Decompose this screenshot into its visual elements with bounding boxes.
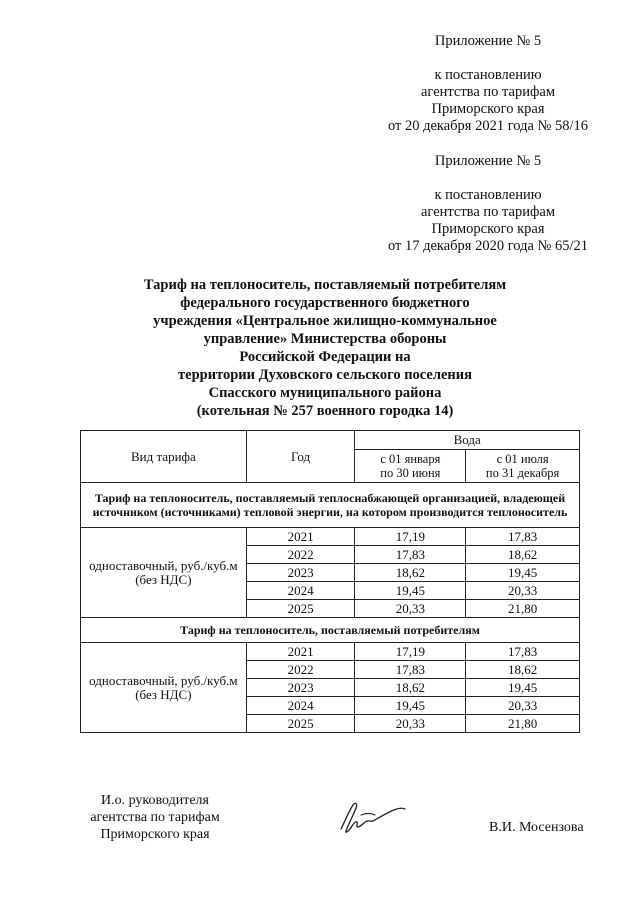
value-h1: 17,83 bbox=[355, 661, 466, 679]
tariff-type-label: одноставочный, руб./куб.м bbox=[89, 672, 238, 688]
year-cell: 2023 bbox=[246, 679, 355, 697]
title-line: Российской Федерации на bbox=[239, 349, 411, 365]
appendix-previous bbox=[378, 153, 598, 255]
value-h2: 19,45 bbox=[466, 564, 580, 582]
appendix-line: Приморского края bbox=[431, 101, 545, 117]
document-title bbox=[110, 276, 540, 420]
appendix-line: Приморского края bbox=[431, 221, 545, 237]
title-line: территории Духовского сельского поселения bbox=[178, 367, 472, 383]
appendix-line: от 20 декабря 2021 года № 58/16 bbox=[387, 118, 589, 134]
header-period-2 bbox=[466, 450, 580, 483]
position-line: И.о. руководителя bbox=[100, 793, 209, 808]
value-h2: 20,33 bbox=[466, 582, 580, 600]
value-h2: 17,83 bbox=[466, 528, 580, 546]
value-h2: 18,62 bbox=[466, 546, 580, 564]
value-h1: 20,33 bbox=[355, 600, 466, 618]
value-h1: 17,19 bbox=[355, 643, 466, 661]
tariff-type-cell bbox=[81, 643, 247, 733]
appendix-line: агентства по тарифам bbox=[421, 204, 555, 220]
title-line: управление» Министерства обороны bbox=[203, 331, 447, 347]
year-cell: 2021 bbox=[246, 643, 355, 661]
value-h1: 19,45 bbox=[355, 697, 466, 715]
signatory-position bbox=[80, 792, 230, 843]
tariff-type-label: одноставочный, руб./куб.м bbox=[89, 557, 238, 573]
value-h2: 21,80 bbox=[466, 600, 580, 618]
year-cell: 2021 bbox=[246, 528, 355, 546]
tariff-type-note: (без НДС) bbox=[135, 686, 192, 702]
tariff-table bbox=[80, 430, 580, 733]
tariff-type-cell bbox=[81, 528, 247, 618]
value-h1: 17,19 bbox=[355, 528, 466, 546]
appendix-line: от 17 декабря 2020 года № 65/21 bbox=[387, 238, 589, 254]
header-period-1 bbox=[355, 450, 466, 483]
value-h2: 21,80 bbox=[466, 715, 580, 733]
year-cell: 2025 bbox=[246, 600, 355, 618]
value-h1: 17,83 bbox=[355, 546, 466, 564]
section-title: Тариф на теплоноситель, поставляемый теплоснабжающей организацией, владеющей источником (источниками) тепловой энергии, на котором производится теплоноситель bbox=[81, 483, 580, 528]
value-h2: 19,45 bbox=[466, 679, 580, 697]
header-water: Вода bbox=[355, 431, 580, 450]
period-start: с 01 июля bbox=[496, 452, 549, 466]
value-h1: 18,62 bbox=[355, 679, 466, 697]
year-cell: 2024 bbox=[246, 582, 355, 600]
tariff-type-note: (без НДС) bbox=[135, 571, 192, 587]
period-end: по 30 июня bbox=[380, 466, 441, 480]
year-cell: 2023 bbox=[246, 564, 355, 582]
title-line: Тариф на теплоноситель, поставляемый потребителям bbox=[143, 277, 507, 293]
handwritten-signature bbox=[335, 795, 410, 840]
appendix-title: Приложение № 5 bbox=[434, 33, 542, 49]
year-cell: 2024 bbox=[246, 697, 355, 715]
value-h2: 20,33 bbox=[466, 697, 580, 715]
header-tariff-type: Вид тарифа bbox=[81, 431, 247, 483]
value-h1: 18,62 bbox=[355, 564, 466, 582]
title-line: (котельная № 257 военного городка 14) bbox=[196, 403, 454, 419]
appendix-title: Приложение № 5 bbox=[434, 153, 542, 169]
value-h1: 19,45 bbox=[355, 582, 466, 600]
section-title: Тариф на теплоноситель, поставляемый потребителям bbox=[81, 618, 580, 643]
year-cell: 2022 bbox=[246, 661, 355, 679]
signatory-name: В.И. Мосензова bbox=[489, 820, 584, 835]
value-h1: 20,33 bbox=[355, 715, 466, 733]
appendix-line: агентства по тарифам bbox=[421, 84, 555, 100]
year-cell: 2022 bbox=[246, 546, 355, 564]
appendix-line: к постановлению bbox=[434, 187, 542, 203]
period-start: с 01 января bbox=[380, 452, 441, 466]
appendix-line: к постановлению bbox=[434, 67, 542, 83]
title-line: Спасского муниципального района bbox=[208, 385, 442, 401]
position-line: агентства по тарифам bbox=[90, 810, 220, 825]
position-line: Приморского края bbox=[100, 827, 210, 842]
header-year: Год bbox=[246, 431, 355, 483]
year-cell: 2025 bbox=[246, 715, 355, 733]
value-h2: 18,62 bbox=[466, 661, 580, 679]
value-h2: 17,83 bbox=[466, 643, 580, 661]
title-line: учреждения «Центральное жилищно-коммунальное bbox=[153, 313, 497, 329]
appendix-current bbox=[378, 33, 598, 135]
period-end: по 31 декабря bbox=[485, 466, 560, 480]
title-line: федерального государственного бюджетного bbox=[180, 295, 470, 311]
